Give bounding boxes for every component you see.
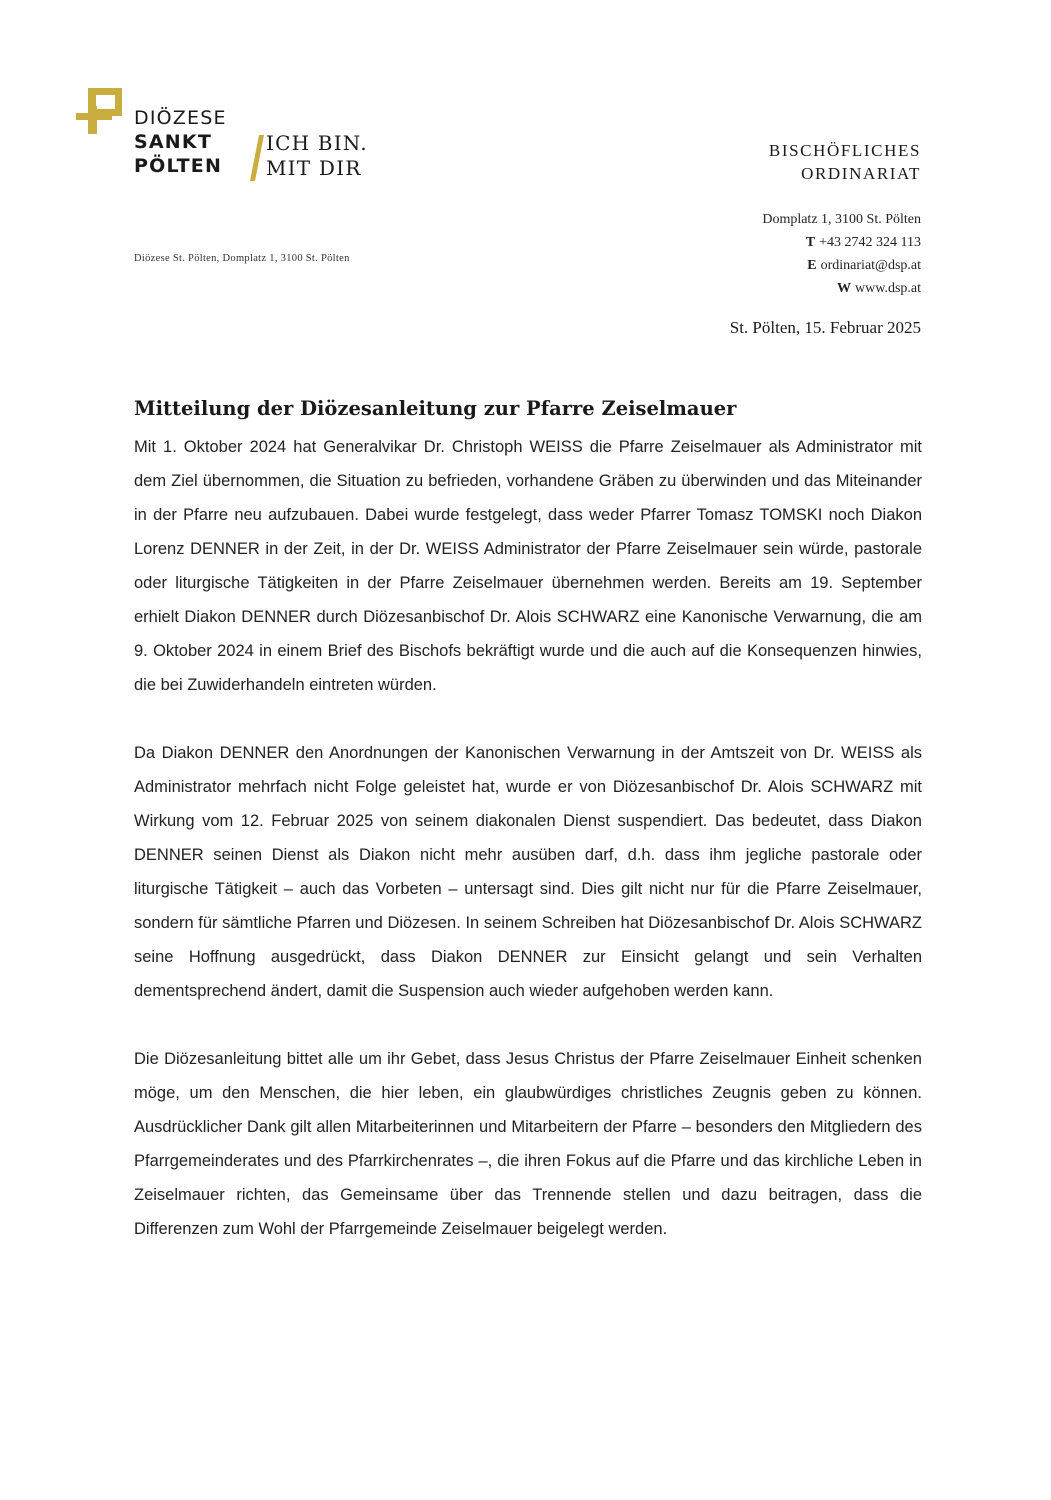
diocese-name-line3: PÖLTEN <box>134 155 223 177</box>
letter-body <box>134 430 922 1280</box>
office-name-line2: ORDINARIAT <box>801 164 921 183</box>
diocese-cross-icon <box>74 86 124 136</box>
return-address: Diözese St. Pölten, Domplatz 1, 3100 St. Pölten <box>134 253 350 264</box>
body-paragraph-1: Mit 1. Oktober 2024 hat Generalvikar Dr. Christoph WEISS die Pfarre Zeiselmauer als Administrator mit dem Ziel übernommen, die Situation zu befrieden, vorhandene Gräben zu überwinden und das Miteinander in der Pfarre neu aufzubauen. Dabei wurde festgelegt, dass weder Pfarrer Tomasz TOMSKI noch Diakon Lorenz DENNER in der Zeit, in der Dr. WEISS Administrator der Pfarre Zeiselmauer sein würde, pastorale oder liturgische Tätigkeiten in der Pfarre Zeiselmauer übernehmen werden. Bereits am 19. September erhielt Diakon DENNER durch Diözesanbischof Dr. Alois SCHWARZ eine Kanonische Verwarnung, die am 9. Oktober 2024 in einem Brief des Bischofs bekräftigt wurde und die auch auf die Konsequenzen hinwies, die bei Zuwiderhandeln eintreten würden. <box>134 438 922 694</box>
office-name <box>769 139 921 185</box>
web-label: W <box>837 281 852 296</box>
letter-date: St. Pölten, 15. Februar 2025 <box>729 318 921 337</box>
diocese-name <box>134 106 227 178</box>
diocese-name-line1: DIÖZESE <box>134 107 227 129</box>
diocese-name-line2: SANKT <box>134 131 212 153</box>
tagline-line1: ICH BIN. <box>266 131 368 155</box>
email-label: E <box>807 258 817 273</box>
logo-tagline <box>266 131 368 181</box>
contact-web-row <box>762 277 921 300</box>
logo-slash-divider <box>248 135 266 181</box>
contact-address: Domplatz 1, 3100 St. Pölten <box>762 212 921 227</box>
tagline-line2: MIT DIR <box>266 156 362 180</box>
contact-phone-row <box>762 231 921 254</box>
office-name-line1: BISCHÖFLICHES <box>768 141 921 160</box>
body-paragraph-3: Die Diözesanleitung bittet alle um ihr Gebet, dass Jesus Christus der Pfarre Zeiselmauer Einheit schenken möge, um den Menschen, die hier leben, ein glaubwürdiges christliches Zeugnis geben zu können. Ausdrücklicher Dank gilt allen Mitarbeiterinnen und Mitarbeitern der Pfarre – besonders den Mitgliedern des Pfarrgemeinderates und des Pfarrkirchenrates –, die ihren Fokus auf die Pfarre und das kirchliche Leben in Zeiselmauer richten, das Gemeinsame über das Trennende stellen und dazu beitragen, dass die Differenzen zum Wohl der Pfarrgemeinde Zeiselmauer beigelegt werden. <box>134 1050 922 1238</box>
letter-title: Mitteilung der Diözesanleitung zur Pfarre Zeiselmauer <box>134 397 737 420</box>
contact-email-row <box>762 254 921 277</box>
phone-label: T <box>805 235 816 250</box>
contact-email: ordinariat@dsp.at <box>820 258 921 273</box>
contact-block <box>762 208 921 300</box>
contact-phone: +43 2742 324 113 <box>819 235 921 250</box>
body-paragraph-2: Da Diakon DENNER den Anordnungen der Kanonischen Verwarnung in der Amtszeit von Dr. WEISS als Administrator mehrfach nicht Folge geleistet hat, wurde er von Diözesanbischof Dr. Alois SCHWARZ mit Wirkung vom 12. Februar 2025 von seinem diakonalen Dienst suspendiert. Das bedeutet, dass Diakon DENNER seinen Dienst als Diakon nicht mehr ausüben darf, d.h. dass ihm jegliche pastorale oder liturgische Tätigkeit – auch das Vorbeten – untersagt sind. Dies gilt nicht nur für die Pfarre Zeiselmauer, sondern für sämtliche Pfarren und Diözesen. In seinem Schreiben hat Diözesanbischof Dr. Alois SCHWARZ seine Hoffnung ausgedrückt, dass Diakon DENNER zur Einsicht gelangt und sein Verhalten dementsprechend ändert, damit die Suspension auch wieder aufgehoben werden kann. <box>134 744 922 1000</box>
contact-web: www.dsp.at <box>855 281 921 296</box>
